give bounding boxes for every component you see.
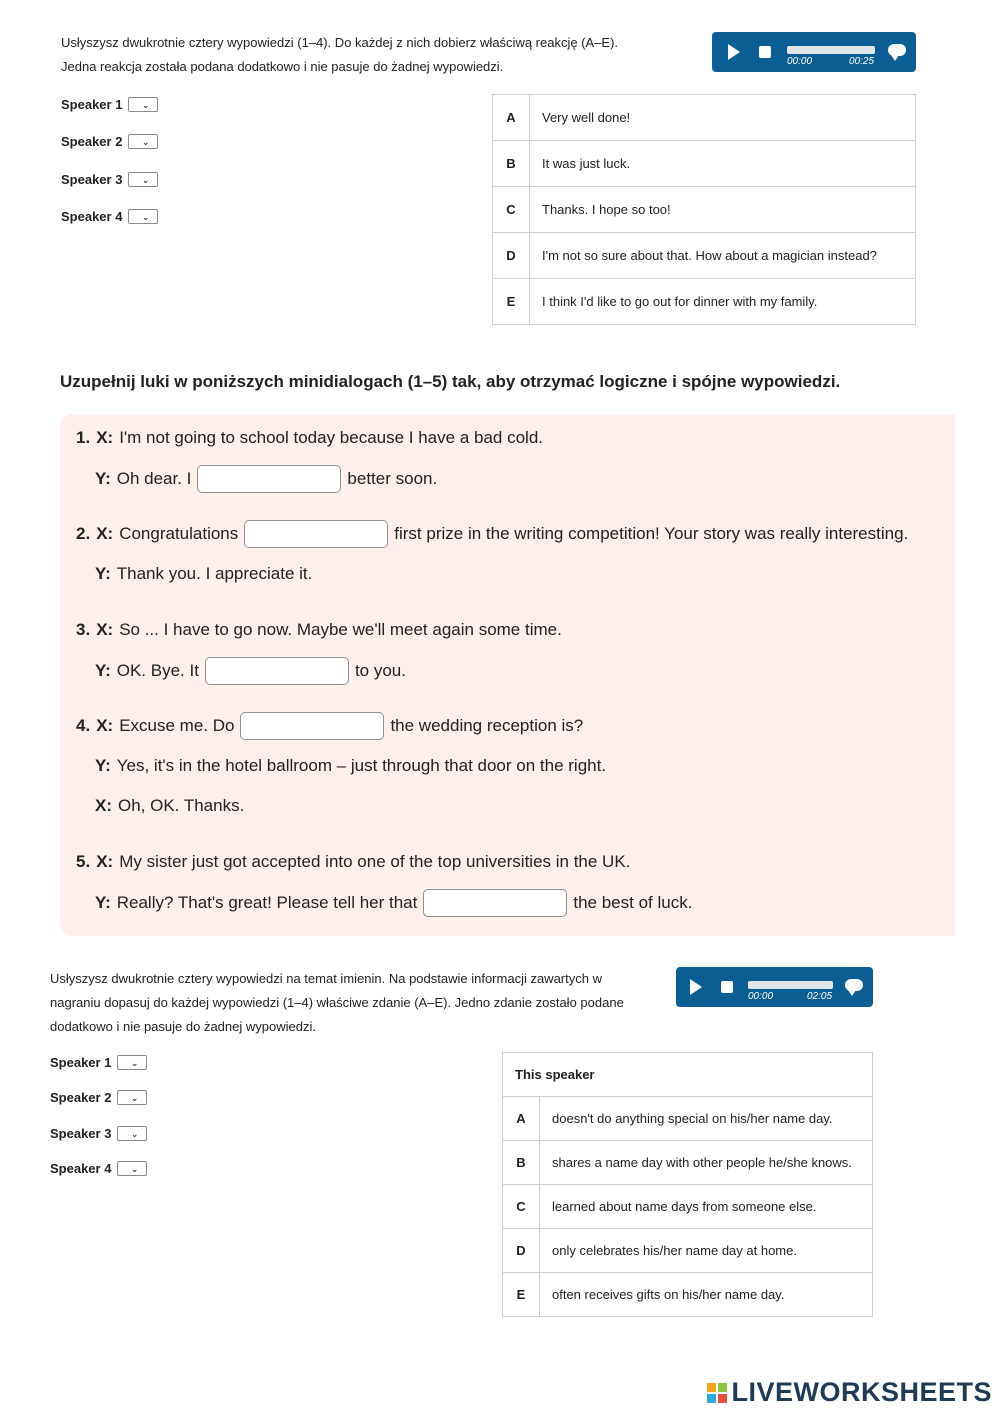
speaker-row-4	[61, 209, 158, 224]
speaker-row-1	[50, 1055, 147, 1070]
speaker-tag: Y:	[95, 564, 111, 583]
table-row	[503, 1229, 873, 1273]
option-text: shares a name day with other people he/she knows.	[540, 1141, 873, 1185]
table-header: This speaker	[503, 1053, 873, 1097]
speaker-label: Speaker 1	[61, 97, 123, 112]
liveworksheets-logo	[707, 1377, 992, 1408]
item-number: 1.	[76, 428, 91, 447]
instruction-line: Usłyszysz dwukrotnie cztery wypowiedzi (1–4). Do każdej z nich dobierz właściwą reakcję (A–E).	[61, 35, 619, 50]
play-icon[interactable]	[690, 979, 702, 995]
current-time: 00:00	[748, 991, 774, 1002]
dialogue-text: Really? That's great! Please tell her that	[116, 893, 418, 912]
option-text: doesn't do anything special on his/her name day.	[540, 1097, 873, 1141]
duration: 02:05	[807, 991, 833, 1002]
gap-4-input[interactable]	[240, 712, 384, 740]
speaker-label: Speaker 4	[50, 1161, 112, 1176]
instruction-line: Jedna reakcja została podana dodatkowo i nie pasuje do żadnej wypowiedzi.	[61, 59, 504, 74]
brand-name: LIVEWORKSHEETS	[731, 1377, 992, 1407]
option-text: only celebrates his/her name day at home.	[540, 1229, 873, 1273]
dialogue-text: OK. Bye. It	[116, 661, 199, 680]
logo-mark-icon	[707, 1383, 727, 1403]
stop-icon[interactable]	[759, 46, 771, 58]
option-text: Very well done!	[530, 95, 916, 141]
dialogue-5-line-2	[95, 888, 692, 918]
progress-track[interactable]	[748, 981, 833, 989]
speaker-4-select[interactable]	[117, 1161, 147, 1176]
table-row	[503, 1141, 873, 1185]
option-letter: C	[493, 187, 530, 233]
chevron-down-icon: ⌄	[141, 137, 150, 147]
dialogue-text: Oh dear. I	[116, 469, 192, 488]
speaker-tag: X:	[96, 716, 114, 735]
speaker-tag: X:	[96, 524, 114, 543]
speech-bubble-icon[interactable]	[888, 44, 906, 56]
table-row	[493, 279, 916, 325]
option-text: It was just luck.	[530, 141, 916, 187]
option-letter: A	[493, 95, 530, 141]
exercise1-instructions	[61, 31, 618, 79]
dialogue-text: Congratulations	[119, 524, 239, 543]
table-row	[503, 1185, 873, 1229]
chevron-down-icon: ⌄	[130, 1058, 139, 1068]
instruction-line: Usłyszysz dwukrotnie cztery wypowiedzi na temat imienin. Na podstawie informacji zawartych w	[50, 971, 602, 986]
table-row	[503, 1097, 873, 1141]
chevron-down-icon: ⌄	[141, 175, 150, 185]
speaker-row-4	[50, 1161, 147, 1176]
speaker-tag: X:	[96, 620, 114, 639]
table-row	[503, 1273, 873, 1317]
dialogue-text: better soon.	[347, 469, 438, 488]
dialogue-4-line-1	[76, 711, 583, 741]
option-letter: D	[503, 1229, 540, 1273]
speaker-2-select[interactable]	[128, 134, 158, 149]
option-letter: D	[493, 233, 530, 279]
speaker-label: Speaker 3	[50, 1126, 112, 1141]
speaker-3-select[interactable]	[128, 172, 158, 187]
play-icon[interactable]	[728, 44, 740, 60]
option-letter: A	[503, 1097, 540, 1141]
speaker-tag: X:	[96, 852, 114, 871]
duration: 00:25	[849, 56, 875, 67]
speaker-tag: X:	[95, 796, 112, 815]
option-text: learned about name days from someone else.	[540, 1185, 873, 1229]
instruction-line: nagraniu dopasuj do każdej wypowiedzi (1–4) właściwe zdanie (A–E). Jedno zdanie zostało podane	[50, 995, 624, 1010]
option-text: Thanks. I hope so too!	[530, 187, 916, 233]
speaker-label: Speaker 1	[50, 1055, 112, 1070]
dialogue-4-line-3	[95, 792, 244, 820]
stop-icon[interactable]	[721, 981, 733, 993]
speaker-1-select[interactable]	[117, 1055, 147, 1070]
dialogue-5-line-1	[76, 848, 630, 876]
option-text: I think I'd like to go out for dinner with my family.	[530, 279, 916, 325]
item-number: 5.	[76, 852, 91, 871]
speaker-tag: Y:	[95, 893, 111, 912]
exercise2-heading: Uzupełnij luki w poniższych minidialogach (1–5) tak, aby otrzymać logiczne i spójne wypowiedzi.	[60, 372, 841, 391]
speaker-tag: X:	[96, 428, 114, 447]
speaker-tag: Y:	[95, 756, 111, 775]
dialogue-text: My sister just got accepted into one of the top universities in the UK.	[119, 852, 631, 871]
instruction-line: dodatkowo i nie pasuje do żadnej wypowiedzi.	[50, 1019, 316, 1034]
dialogue-text: the wedding reception is?	[390, 716, 584, 735]
option-letter: E	[493, 279, 530, 325]
speaker-tag: Y:	[95, 469, 111, 488]
speaker-label: Speaker 3	[61, 172, 123, 187]
exercise3-instructions	[50, 967, 624, 1039]
table-row	[493, 233, 916, 279]
dialogue-2-line-1	[76, 519, 908, 549]
speaker-label: Speaker 2	[61, 134, 123, 149]
option-letter: E	[503, 1273, 540, 1317]
option-text: I'm not so sure about that. How about a magician instead?	[530, 233, 916, 279]
gap-3-input[interactable]	[205, 657, 349, 685]
audio-player-1	[712, 32, 916, 72]
gap-5-input[interactable]	[423, 889, 567, 917]
dialogue-1-line-1	[76, 424, 543, 452]
gap-2-input[interactable]	[244, 520, 388, 548]
table-row	[493, 187, 916, 233]
dialogue-text: first prize in the writing competition! Your story was really interesting.	[394, 524, 909, 543]
option-letter: B	[503, 1141, 540, 1185]
item-number: 4.	[76, 716, 91, 735]
current-time: 00:00	[787, 56, 813, 67]
speaker-row-3	[61, 172, 158, 187]
gap-1-input[interactable]	[197, 465, 341, 493]
dialogue-3-line-2	[95, 656, 406, 686]
statements-table	[502, 1052, 873, 1317]
chevron-down-icon: ⌄	[141, 100, 150, 110]
dialogue-text: Excuse me. Do	[119, 716, 235, 735]
option-text: often receives gifts on his/her name day.	[540, 1273, 873, 1317]
speaker-4-select[interactable]	[128, 209, 158, 224]
speaker-row-2	[50, 1090, 147, 1105]
chevron-down-icon: ⌄	[130, 1129, 139, 1139]
speech-bubble-icon[interactable]	[845, 979, 863, 991]
speaker-row-3	[50, 1126, 147, 1141]
item-number: 3.	[76, 620, 91, 639]
speaker-row-1	[61, 97, 158, 112]
dialogue-4-line-2	[95, 752, 606, 780]
dialogue-3-line-1	[76, 616, 562, 644]
speaker-label: Speaker 2	[50, 1090, 112, 1105]
speaker-1-select[interactable]	[128, 97, 158, 112]
dialogue-text: I'm not going to school today because I have a bad cold.	[119, 428, 543, 447]
reactions-table	[492, 94, 916, 325]
speaker-2-select[interactable]	[117, 1090, 147, 1105]
speaker-row-2	[61, 134, 158, 149]
dialogue-2-line-2	[95, 560, 312, 588]
dialogue-1-line-2	[95, 464, 437, 494]
table-row	[493, 95, 916, 141]
item-number: 2.	[76, 524, 91, 543]
speaker-label: Speaker 4	[61, 209, 123, 224]
chevron-down-icon: ⌄	[130, 1164, 139, 1174]
audio-player-2	[676, 967, 873, 1007]
chevron-down-icon: ⌄	[130, 1093, 139, 1103]
dialogue-text: So ... I have to go now. Maybe we'll meet again some time.	[119, 620, 562, 639]
speaker-3-select[interactable]	[117, 1126, 147, 1141]
speaker-tag: Y:	[95, 661, 111, 680]
option-letter: B	[493, 141, 530, 187]
option-letter: C	[503, 1185, 540, 1229]
dialogue-text: Yes, it's in the hotel ballroom – just through that door on the right.	[116, 756, 607, 775]
dialogue-text: the best of luck.	[573, 893, 693, 912]
dialogue-text: to you.	[354, 661, 406, 680]
dialogue-text: Thank you. I appreciate it.	[116, 564, 313, 583]
dialogue-text: Oh, OK. Thanks.	[118, 796, 245, 815]
progress-track[interactable]	[787, 46, 875, 54]
table-header-row	[503, 1053, 873, 1097]
chevron-down-icon: ⌄	[141, 212, 150, 222]
table-row	[493, 141, 916, 187]
